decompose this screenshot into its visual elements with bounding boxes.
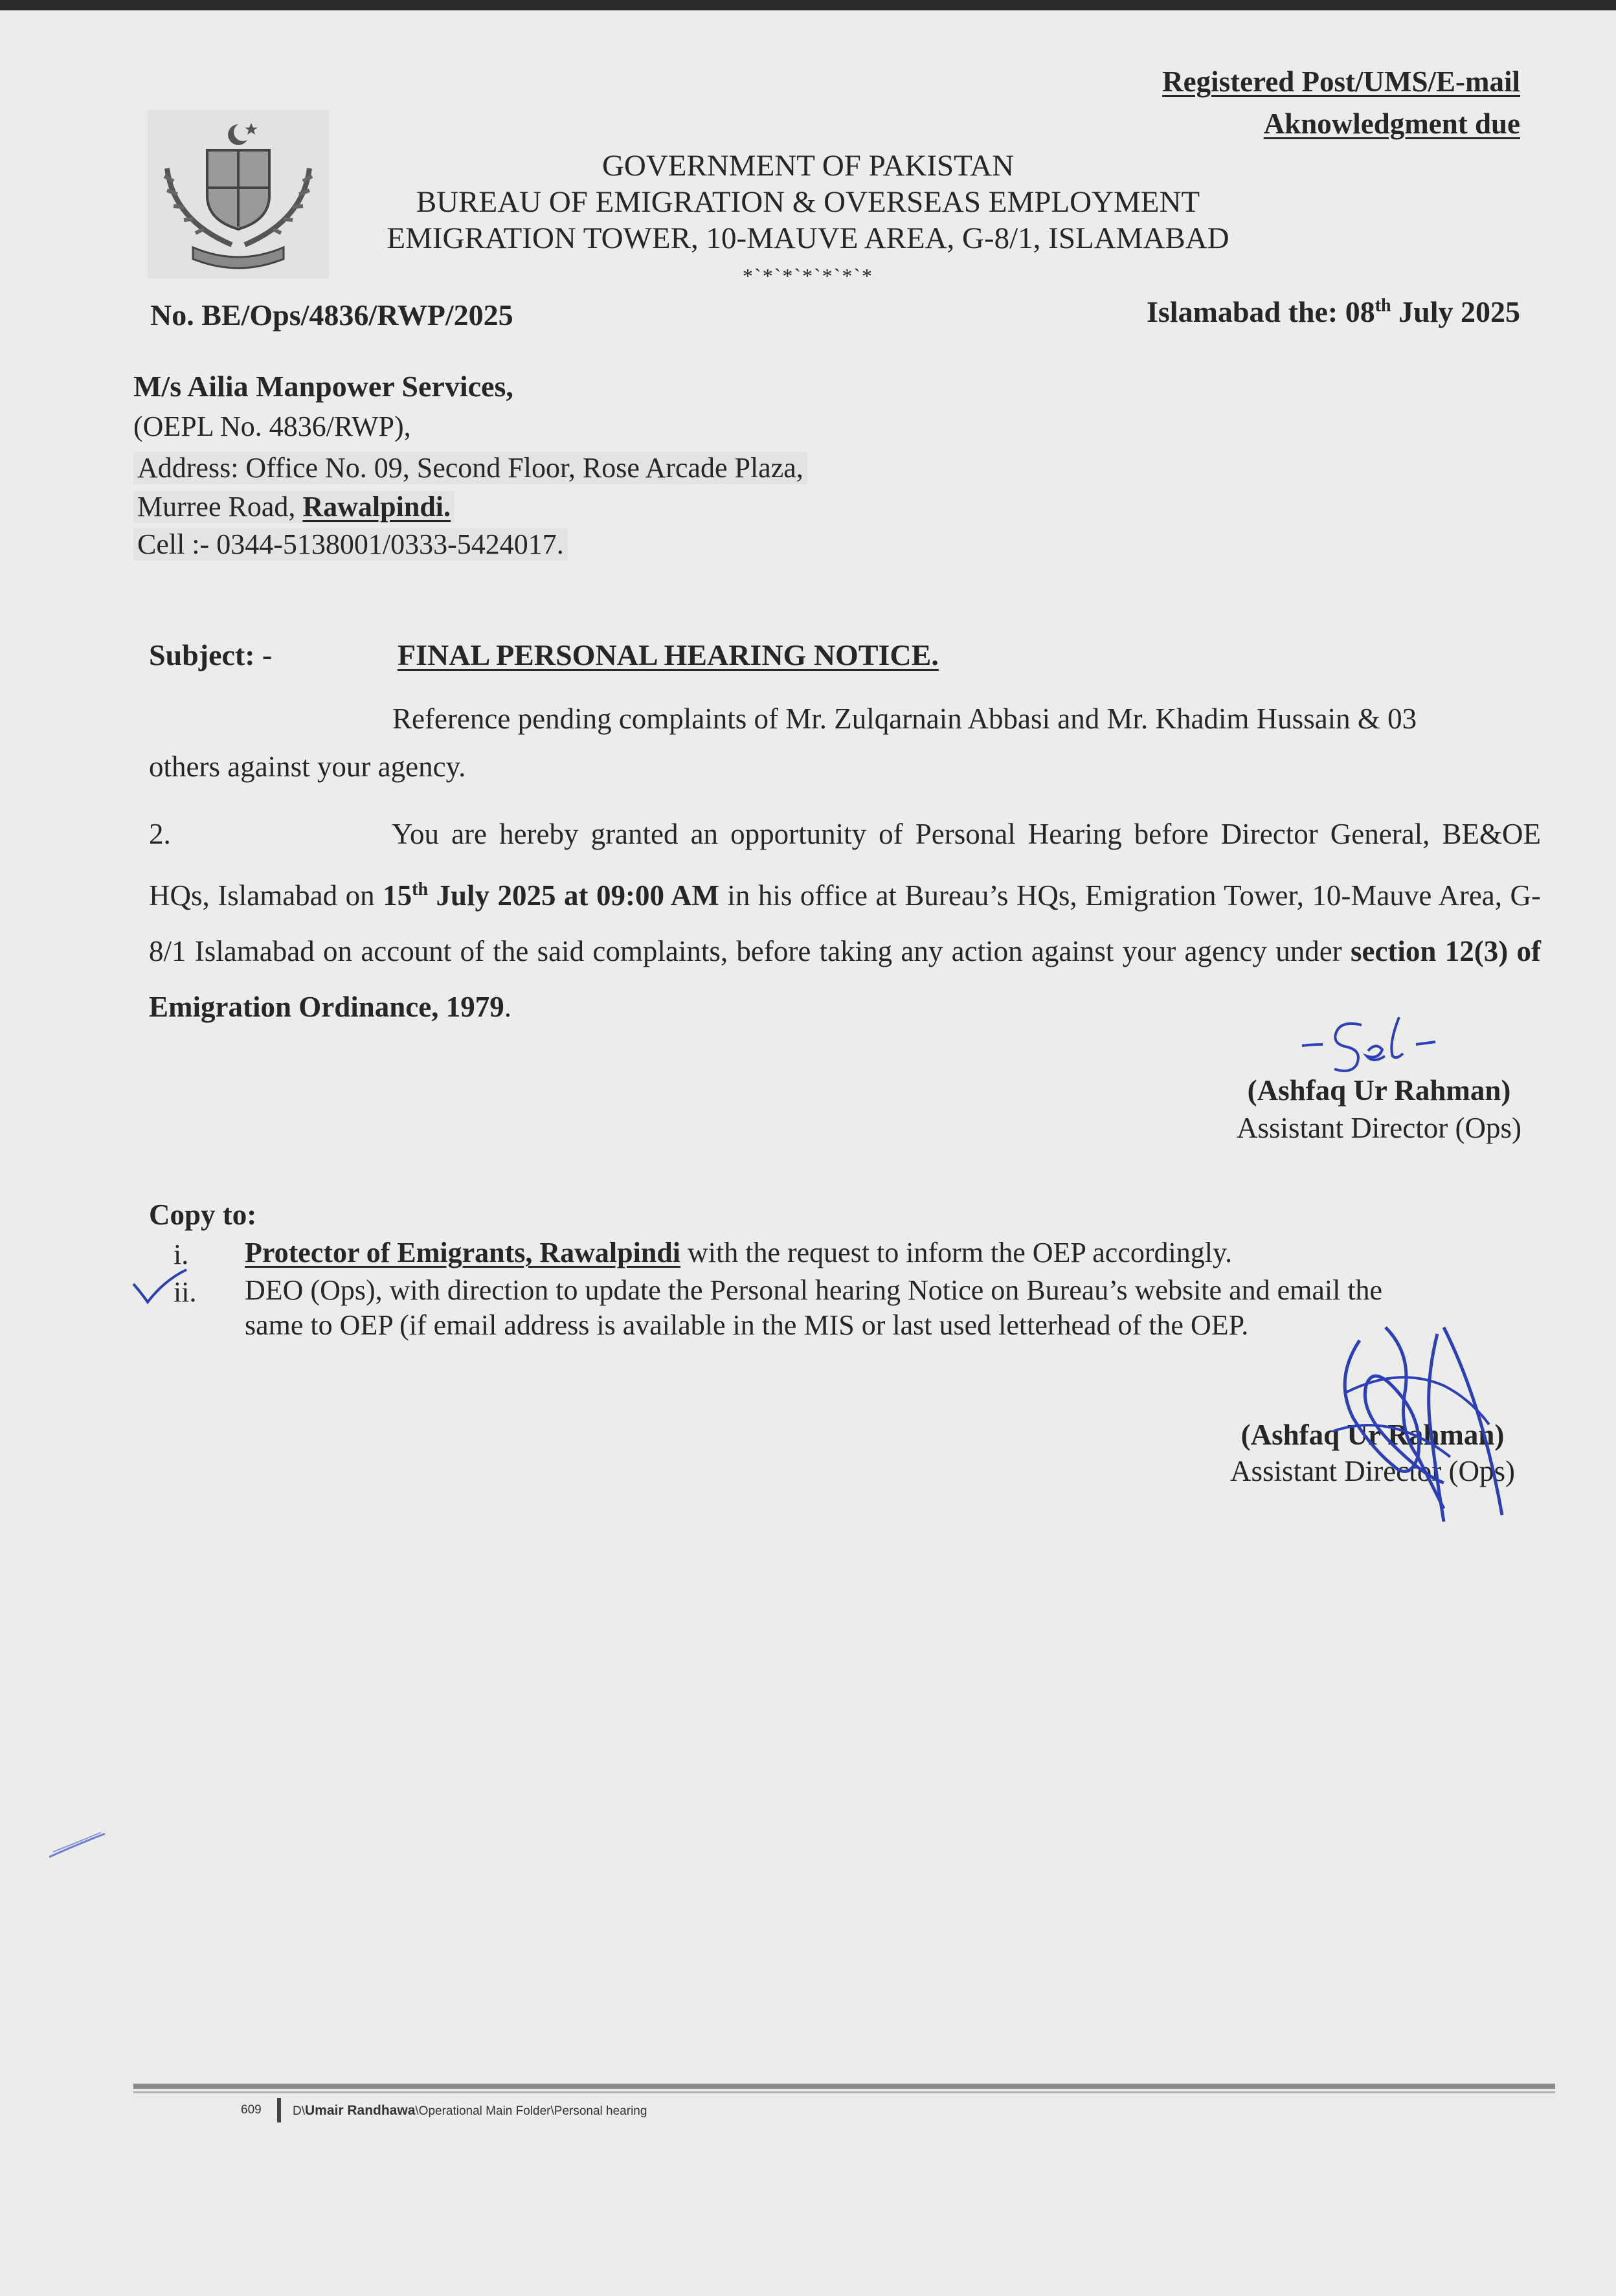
copy-item-1: Protector of Emigrants, Rawalpindi with the request to inform the OEP accordingly. xyxy=(245,1237,1233,1268)
registered-post-label: Registered Post/UMS/E-mail xyxy=(1162,65,1520,98)
signatory-title: Assistant Director (Ops) xyxy=(1237,1112,1521,1144)
subject-label: Subject: - xyxy=(149,638,273,671)
recipient-address-line2: Murree Road, Rawalpindi. xyxy=(133,491,454,523)
government-title: GOVERNMENT OF PAKISTAN xyxy=(601,149,1015,183)
signatory-name-2: (Ashfaq Ur Rahman) xyxy=(1240,1419,1505,1451)
recipient-name: M/s Ailia Manpower Services, xyxy=(133,370,513,403)
recipient-license: (OEPL No. 4836/RWP), xyxy=(133,411,411,442)
footer-rule-thin xyxy=(133,2091,1555,2093)
copy-item-2-number: ii. xyxy=(174,1276,197,1308)
copy-to-label: Copy to: xyxy=(149,1199,257,1231)
footer-rule xyxy=(133,2084,1555,2089)
stray-ink-mark xyxy=(47,1826,111,1865)
handwritten-signature xyxy=(1321,1314,1528,1528)
letter-date: Islamabad the: 08th July 2025 xyxy=(1147,295,1520,328)
copy-item-2-line2: same to OEP (if email address is available in the MIS or last used letterhead of the OEP. xyxy=(245,1309,1249,1341)
bureau-address: EMIGRATION TOWER, 10-MAUVE AREA, G-8/1, ISLAMABAD xyxy=(387,221,1229,255)
copy-item-2-line1: DEO (Ops), with direction to update the Personal hearing Notice on Bureau’s website and email the xyxy=(245,1274,1383,1306)
para2: 2. You are hereby granted an opportunity of Personal Hearing before Director General, BE&OE HQs, Islamabad on 15th July 2025 at 09:00 AM in his office at Bureau’s HQs, Emigration Tower, 10-Mauve Area, G-8/1 Islamabad on account of the said complaints, before taking any action against your agency under section 12(3) of Emigration Ordinance, 1979. xyxy=(149,818,1541,1023)
acknowledgment-label: Aknowledgment due xyxy=(1263,107,1520,140)
footer-file-path: D\Umair Randhawa\Operational Main Folder\Personal hearing xyxy=(293,2103,647,2118)
footer-separator xyxy=(277,2098,281,2122)
reference-number: No. BE/Ops/4836/RWP/2025 xyxy=(150,298,513,332)
para1-line2: others against your agency. xyxy=(149,750,466,783)
subject-text: FINAL PERSONAL HEARING NOTICE. xyxy=(398,638,939,671)
footer-page-number: 609 xyxy=(241,2103,262,2117)
signatory-title-2: Assistant Director (Ops) xyxy=(1230,1455,1515,1487)
header-stars-divider: *`*`*`*`*`*`* xyxy=(743,264,873,287)
recipient-cell: Cell :- 0344-5138001/0333-5424017. xyxy=(133,528,568,561)
signatory-name: (Ashfaq Ur Rahman) xyxy=(1247,1074,1511,1107)
recipient-address-line1: Address: Office No. 09, Second Floor, Rose Arcade Plaza, xyxy=(133,452,807,484)
bureau-title: BUREAU OF EMIGRATION & OVERSEAS EMPLOYMENT xyxy=(416,185,1200,219)
copy-item-1-number: i. xyxy=(174,1239,189,1270)
para1-line1: Reference pending complaints of Mr. Zulqarnain Abbasi and Mr. Khadim Hussain & 03 xyxy=(392,703,1417,735)
scan-top-edge xyxy=(0,0,1616,10)
